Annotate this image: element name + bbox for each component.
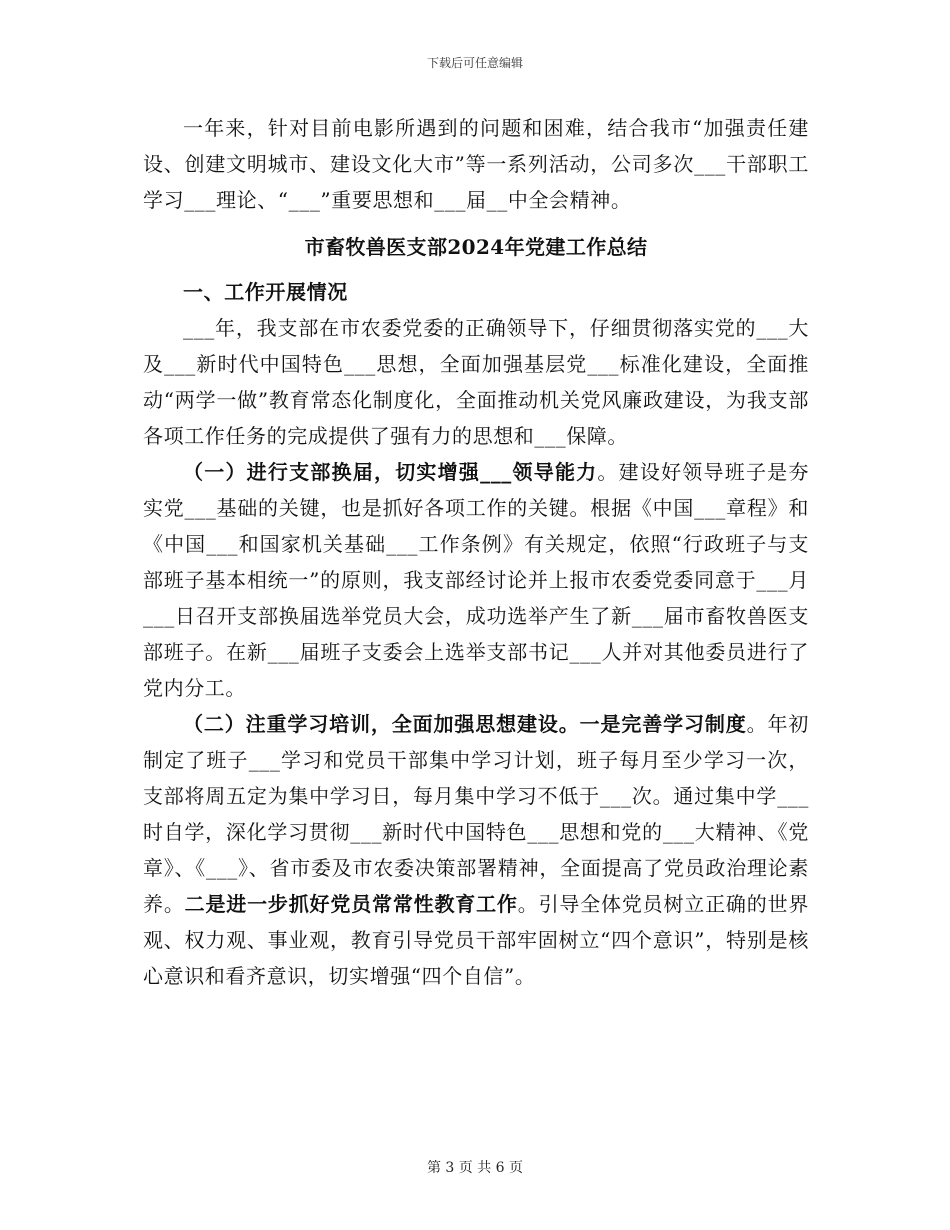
subsection1-paragraph: [143, 454, 809, 706]
section-heading-work-progress: 一、工作开展情况: [183, 280, 348, 304]
subsection1-heading: （一）进行支部换届，切实增强___领导能力: [183, 460, 598, 484]
subsection1-text: 。建设好领导班子是夯实党___基础的关键，也是抓好各项工作的关键。根据《中国___章程》和《中国___和国家机关基础___工作条例》有关规定，依照“行政班子与支部班子基本相统一”的原则，我支部经讨论并上报市农委党委同意于___月___日召开支部换届选举党员大会，成功选举产生了新___届市畜牧兽医支部班子。在新___届班子支委会上选举支部书记___人并对其他委员进行了党内分工。: [143, 460, 809, 700]
document-title: 市畜牧兽医支部2024年党建工作总结: [304, 235, 648, 259]
intro-paragraph: 一年来，针对目前电影所遇到的问题和困难，结合我市“加强责任建设、创建文明城市、建设文化大市”等一系列活动，公司多次___干部职工学习___理论、“___”重要思想和___届__中全会精神。: [143, 116, 809, 212]
subsection2-text-2: 。引导全体党员树立正确的世界观、权力观、事业观，教育引导党员干部牢固树立“四个意识”，特别是核心意识和看齐意识，切实增强“四个自信”。: [143, 892, 809, 988]
section1-paragraph: ___年，我支部在市农委党委的正确领导下，仔细贯彻落实党的___大及___新时代中国特色___思想，全面加强基层党___标准化建设，全面推动“两学一做”教育常态化制度化，全面推动机关党风廉政建设，为我支部各项工作任务的完成提供了强有力的思想和___保障。: [143, 316, 809, 448]
subsection2-paragraph: [143, 706, 809, 994]
document-body: [143, 110, 809, 994]
page-header-note: 下载后可任意编辑: [426, 56, 523, 70]
subsection2-text-1: 。年初制定了班子___学习和党员干部集中学习计划，班子每月至少学习一次，支部将周五定为集中学习日，每月集中学习不低于___次。通过集中学___时自学，深化学习贯彻___新时代中国特色___思想和党的___大精神、《党章》、《___》、省市委及市农委决策部署精神，全面提高了党员政治理论素养。: [143, 712, 809, 916]
page-number: 第 3 页 共 6 页: [426, 1160, 524, 1176]
subsection2-heading: （二）注重学习培训，全面加强思想建设。一是完善学习制度: [183, 712, 747, 736]
subsection2-point-2: 二是进一步抓好党员常常性教育工作: [184, 892, 518, 916]
